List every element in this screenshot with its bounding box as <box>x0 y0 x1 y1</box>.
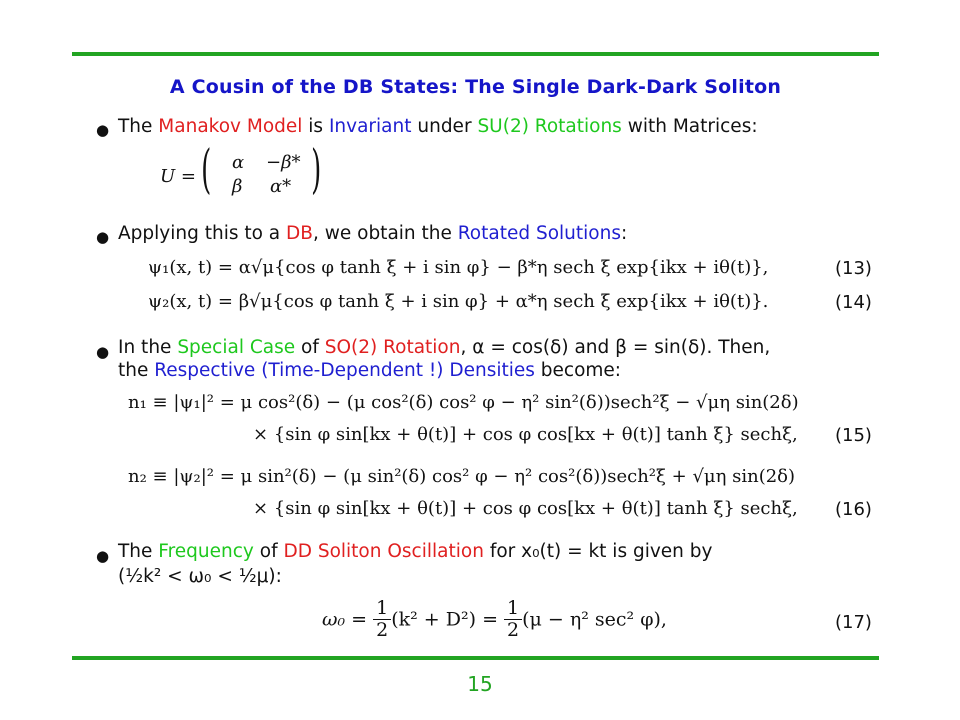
bullet-3-line-1 <box>118 337 770 358</box>
equation-17-lhs: ω₀ = <box>322 608 368 631</box>
bullet-1-part: with Matrices: <box>621 116 758 137</box>
equation-17-middle: (k² + D²) = <box>391 608 498 631</box>
bullet-3-part: , α = cos(δ) and β = sin(δ). Then, <box>460 337 771 358</box>
bottom-rule <box>72 656 879 660</box>
su2-rotations-term: SU(2) Rotations <box>477 116 622 137</box>
equation-13-number: (13) <box>835 258 872 279</box>
equation-17-fraction-2 <box>504 598 522 641</box>
bullet-3-marker: ● <box>96 343 110 361</box>
manakov-model-term: Manakov Model <box>158 116 303 137</box>
equation-14: ψ₂(x, t) = β√μ{cos φ tanh ξ + i sin φ} + α*η sech ξ exp{ikx + iθ(t)}. <box>148 291 769 312</box>
slide-title: A Cousin of the DB States: The Single Dark-Dark Soliton <box>169 76 782 98</box>
bullet-4-part: for x₀(t) = kt is given by <box>483 541 713 562</box>
bullet-4-part: The <box>118 541 159 562</box>
densities-term: Respective (Time-Dependent !) Densities <box>154 360 535 381</box>
bullet-3-part: the <box>118 360 155 381</box>
bullet-4-part: of <box>253 541 284 562</box>
equation-15-number: (15) <box>835 425 872 446</box>
matrix-left-paren: ( <box>201 140 212 200</box>
bullet-2-part: , we obtain the <box>312 223 458 244</box>
so2-rotation-term: SO(2) Rotation <box>324 337 461 358</box>
bullet-1-part: under <box>411 116 478 137</box>
equation-17-fraction-1 <box>373 598 391 641</box>
bullet-3-part: of <box>295 337 325 358</box>
equation-16-line-2: × {sin φ sin[kx + θ(t)] + cos φ cos[kx + θ(t)] tanh ξ} sechξ, <box>253 498 798 519</box>
matrix-cell-a12: −β* <box>266 152 301 173</box>
bullet-3-part: become: <box>534 360 622 381</box>
equation-13: ψ₁(x, t) = α√μ{cos φ tanh ξ + i sin φ} − β*η sech ξ exp{ikx + iθ(t)}, <box>148 257 769 278</box>
dd-soliton-oscillation-term: DD Soliton Oscillation <box>283 541 484 562</box>
fraction-denominator: 2 <box>376 618 389 641</box>
bullet-1-marker: ● <box>96 121 110 139</box>
equation-14-number: (14) <box>835 292 872 313</box>
equation-16-line-1: n₂ ≡ |ψ₂|² = μ sin²(δ) − (μ sin²(δ) cos² φ − η² cos²(δ))sech²ξ + √μη sin(2δ) <box>128 466 796 487</box>
bullet-1-text <box>118 116 758 137</box>
bullet-4-line-1 <box>118 541 712 562</box>
matrix-right-paren: ) <box>311 140 322 200</box>
equation-17-number: (17) <box>835 612 872 633</box>
bullet-3-part: In the <box>118 337 178 358</box>
equation-15-line-1: n₁ ≡ |ψ₁|² = μ cos²(δ) − (μ cos²(δ) cos² φ − η² sin²(δ))sech²ξ − √μη sin(2δ) <box>128 392 799 413</box>
bullet-2-marker: ● <box>96 228 110 246</box>
db-term: DB <box>286 223 313 244</box>
rotated-solutions-term: Rotated Solutions <box>457 223 621 244</box>
bullet-2-text <box>118 223 627 244</box>
bullet-3-line-2 <box>118 360 621 381</box>
top-rule <box>72 52 879 56</box>
fraction-numerator: 1 <box>373 598 391 620</box>
equation-15-line-2: × {sin φ sin[kx + θ(t)] + cos φ cos[kx + θ(t)] tanh ξ} sechξ, <box>253 424 798 445</box>
bullet-4-marker: ● <box>96 547 110 565</box>
bullet-2-part: : <box>620 223 628 244</box>
page-number: 15 <box>467 672 493 696</box>
bullet-1-part: is <box>302 116 329 137</box>
equation-17 <box>322 598 667 641</box>
equation-16-number: (16) <box>835 499 872 520</box>
bullet-1-part: The <box>118 116 159 137</box>
matrix-lhs: U = <box>160 166 196 187</box>
special-case-term: Special Case <box>177 337 296 358</box>
matrix-cell-a11: α <box>232 152 245 173</box>
fraction-denominator: 2 <box>507 618 520 641</box>
equation-17-rhs: (μ − η² sec² φ), <box>522 608 667 631</box>
frequency-term: Frequency <box>158 541 254 562</box>
bullet-2-part: Applying this to a <box>118 223 287 244</box>
invariant-term: Invariant <box>328 116 412 137</box>
matrix-cell-a21: β <box>232 176 243 197</box>
fraction-numerator: 1 <box>504 598 522 620</box>
rotation-matrix <box>160 140 340 206</box>
bullet-4-line-2: (½k² < ω₀ < ½μ): <box>118 566 282 587</box>
matrix-cell-a22: α* <box>270 176 292 197</box>
